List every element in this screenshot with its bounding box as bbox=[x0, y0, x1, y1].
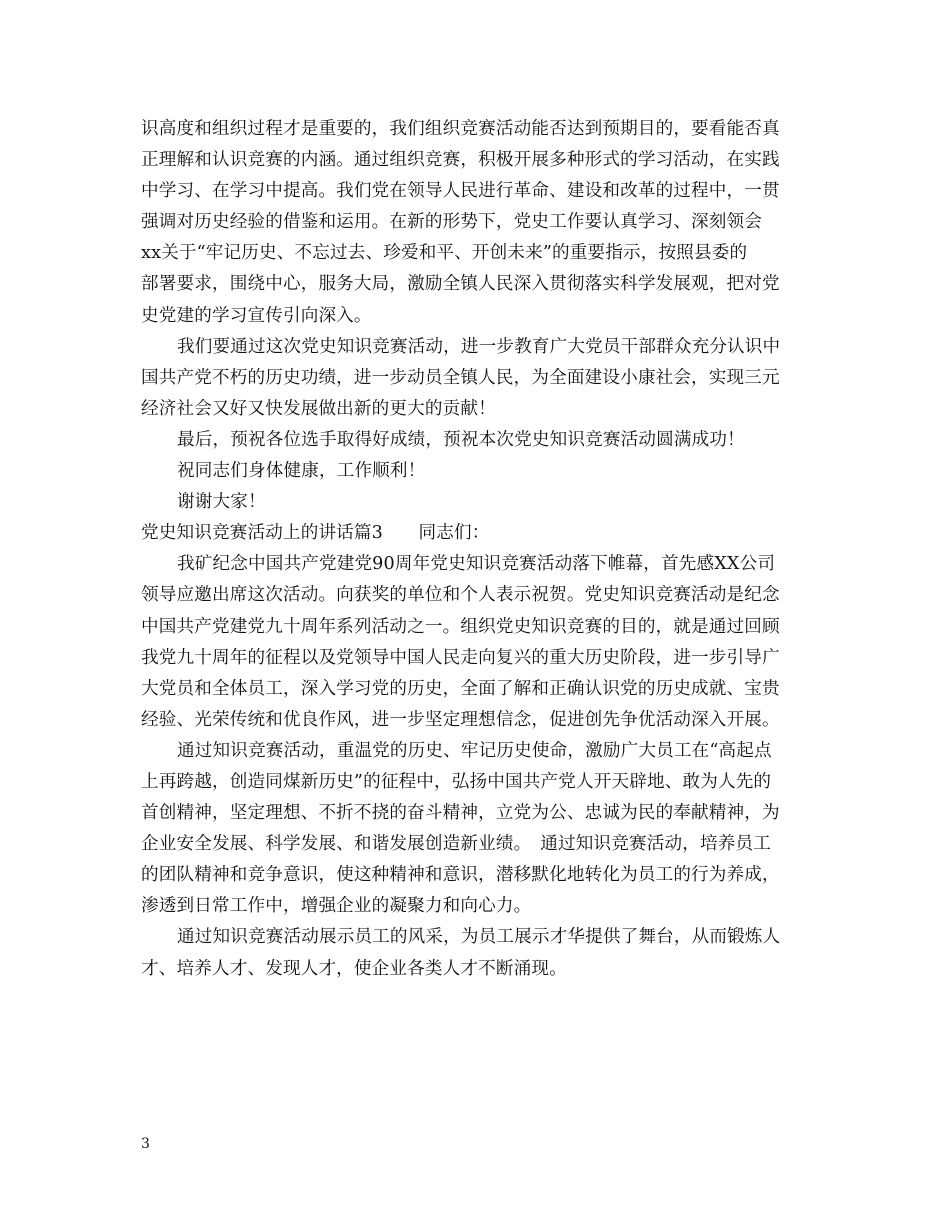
text-line: 识高度和组织过程才是重要的，我们组织竞赛活动能否达到预期目的，要看能否真 bbox=[141, 119, 780, 139]
text-line: 最后，预祝各位选手取得好成绩，预祝本次党史知识竞赛活动圆满成功！ bbox=[177, 429, 745, 450]
text-line: 国共产党不朽的历史功绩，进一步动员全镇人民，为全面建设小康社会，实现三元 bbox=[141, 367, 780, 388]
text-line: 经验、光荣传统和优良作风，进一步坚定理想信念，促进创先争优活动深入开展。 bbox=[141, 709, 780, 730]
text-line: 首创精神，坚定理想、不折不挠的奋斗精神，立党为公、忠诚为民的奉献精神，为 bbox=[141, 803, 780, 824]
text-line: 通过知识竞赛活动展示员工的风采，为员工展示才华提供了舞台，从而锻炼人 bbox=[177, 927, 781, 948]
text-line: 祝同志们身体健康，工作顺利！ bbox=[177, 461, 426, 482]
text-line: 谢谢大家！ bbox=[177, 492, 266, 513]
text-line: 强调对历史经验的借鉴和运用。在新的形势下，党史工作要认真学习、深刻领会 bbox=[141, 212, 763, 233]
text-line: 我们要通过这次党史知识竞赛活动，进一步教育广大党员干部群众充分认识中 bbox=[177, 336, 781, 357]
text-line: 经济社会又好又快发展做出新的更大的贡献！ bbox=[141, 398, 496, 419]
text-line: 领导应邀出席这次活动。向获奖的单位和个人表示祝贺。党史知识竞赛活动是纪念 bbox=[141, 585, 780, 606]
text-line: 我党九十周年的征程以及党领导中国人民走向复兴的重大历史阶段，进一步引导广 bbox=[141, 647, 780, 668]
text-line: 正理解和认识竞赛的内涵。通过组织竞赛，积极开展多种形式的学习活动，在实践 bbox=[141, 150, 780, 171]
text-line: 我矿纪念中国共产党建党90周年党史知识竞赛活动落下帷幕，首先感XX公司 bbox=[177, 554, 776, 575]
text-line: 渗透到日常工作中，增强企业的凝聚力和向心力。 bbox=[141, 896, 532, 917]
text-line: 上再跨越，创造同煤新历史”的征程中，弘扬中国共产党人开天辟地、敢为人先的 bbox=[141, 771, 772, 792]
text-line: 大党员和全体员工，深入学习党的历史，全面了解和正确认识党的历史成就、宝贵 bbox=[141, 678, 780, 699]
page-number: 3 bbox=[141, 1136, 150, 1152]
text-line: 史党建的学习宣传引向深入。 bbox=[141, 305, 372, 326]
text-line: xx关于“牢记历史、不忘过去、珍爱和平、开创未来”的重要指示，按照县委的 bbox=[141, 243, 748, 264]
text-line: 通过知识竞赛活动，重温党的历史、牢记历史使命，激励广大员工在“高起点 bbox=[177, 740, 772, 761]
text-line: 中国共产党建党九十周年系列活动之一。组织党史知识竞赛的目的，就是通过回顾 bbox=[141, 616, 780, 637]
body-text bbox=[141, 114, 811, 985]
section-heading: 党史知识竞赛活动上的讲话篇3 同志们： bbox=[141, 523, 490, 544]
text-line: 部署要求，围绕中心，服务大局，激励全镇人民深入贯彻落实科学发展观，把对党 bbox=[141, 274, 780, 295]
text-line: 中学习、在学习中提高。我们党在领导人民进行革命、建设和改革的过程中，一贯 bbox=[141, 181, 780, 202]
text-line: 才、培养人才、发现人才，使企业各类人才不断涌现。 bbox=[141, 958, 567, 979]
text-line: 企业安全发展、科学发展、和谐发展创造新业绩。 通过知识竞赛活动，培养员工 bbox=[141, 834, 771, 855]
text-line: 的团队精神和竞争意识，使这种精神和意识，潜移默化地转化为员工的行为养成， bbox=[141, 865, 780, 886]
